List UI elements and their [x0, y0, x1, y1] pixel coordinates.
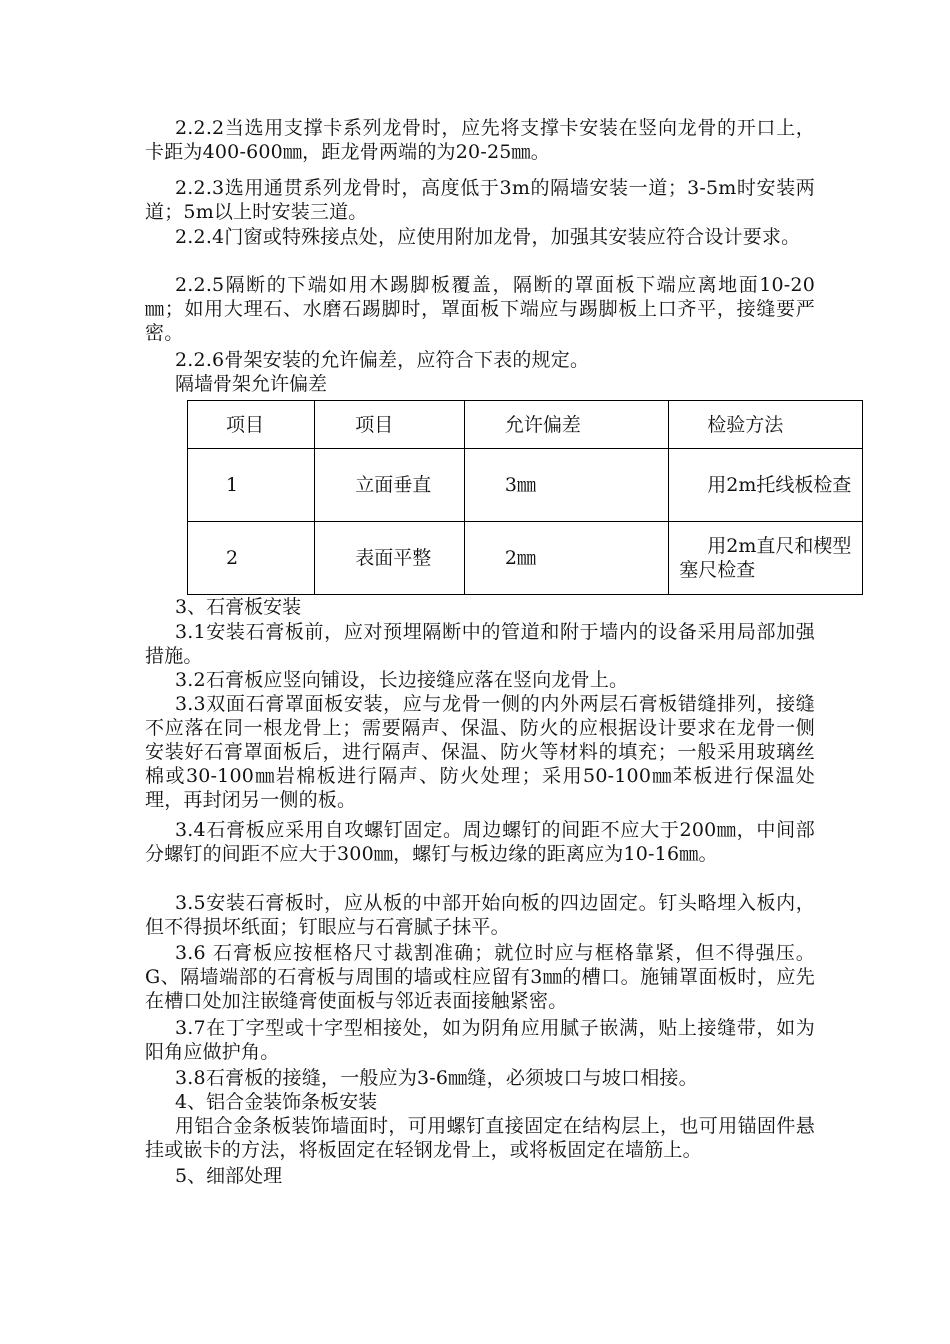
table-header-row [188, 401, 863, 449]
section-3-title: 3、石膏板安装 [175, 596, 302, 618]
table-row [188, 449, 863, 522]
header-cell: 项目 [315, 401, 465, 449]
table-cell: 2 [188, 522, 315, 595]
table-cell: 表面平整 [315, 522, 465, 595]
table-cell: 1 [188, 449, 315, 522]
header-cell: 项目 [188, 401, 315, 449]
paragraph-3-4: 3.4石膏板应采用自攻螺钉固定。周边螺钉的间距不应大于200㎜，中间部分螺钉的间距不应大于300㎜，螺钉与板边缘的距离应为10-16㎜。 [145, 819, 815, 865]
paragraph-2-2-5: 2.2.5隔断的下端如用木踢脚板覆盖，隔断的罩面板下端应离地面10-20㎜；如用大理石、水磨石踢脚时，罩面板下端应与踢脚板上口齐平，接缝要严密。 [145, 274, 815, 344]
table-row [188, 522, 863, 595]
paragraph-3-5: 3.5安装石膏板时，应从板的中部开始向板的四边固定。钉头略埋入板内，但不得损坏纸面；钉眼应与石膏腻子抹平。 [145, 892, 815, 938]
section-5-title: 5、细部处理 [175, 1165, 283, 1187]
table-cell: 用2m直尺和楔型塞尺检查 [669, 522, 863, 595]
paragraph-3-6: 3.6 石膏板应按框格尺寸裁割准确；就位时应与框格靠紧，但不得强压。G、隔墙端部的石膏板与周围的墙或柱应留有3㎜的槽口。施铺罩面板时，应先在槽口处加注嵌缝膏使面板与邻近表面接触紧密。 [145, 942, 815, 1012]
table-cell: 2㎜ [464, 522, 668, 595]
paragraph-3-1: 3.1安装石膏板前，应对预埋隔断中的管道和附于墙内的设备采用局部加强措施。 [145, 621, 815, 667]
table-cell: 立面垂直 [315, 449, 465, 522]
paragraph-3-7: 3.7在丁字型或十字型相接处，如为阴角应用腻子嵌满，贴上接缝带，如为阳角应做护角。 [145, 1017, 815, 1063]
header-cell: 检验方法 [669, 401, 863, 449]
deviation-table [187, 400, 863, 595]
table-caption: 隔墙骨架允许偏差 [175, 373, 328, 395]
paragraph-3-3: 3.3双面石膏罩面板安装，应与龙骨一侧的内外两层石膏板错缝排列，接缝不应落在同一根龙骨上；需要隔声、保温、防火的应根据设计要求在龙骨一侧安装好石膏罩面板后，进行隔声、保温、防火等材料的填充；一般采用玻璃丝棉或30-100㎜岩棉板进行隔声、防火处理；采用50-100㎜苯板进行保温处理，再封闭另一侧的板。 [145, 693, 815, 811]
paragraph-2-2-4: 2.2.4门窗或特殊接点处，应使用附加龙骨，加强其安装应符合设计要求。 [175, 226, 801, 248]
paragraph-2-2-2: 2.2.2当选用支撑卡系列龙骨时，应先将支撑卡安装在竖向龙骨的开口上，卡距为400-600㎜，距龙骨两端的为20-25㎜。 [145, 117, 815, 163]
paragraph-2-2-6: 2.2.6骨架安装的允许偏差，应符合下表的规定。 [175, 349, 590, 371]
paragraph-2-2-3: 2.2.3选用通贯系列龙骨时，高度低于3m的隔墙安装一道；3-5m时安装两道；5m以上时安装三道。 [145, 177, 815, 223]
header-cell: 允许偏差 [464, 401, 668, 449]
paragraph-4: 用铝合金条板装饰墙面时，可用螺钉直接固定在结构层上，也可用锚固件悬挂或嵌卡的方法，将板固定在轻钢龙骨上，或将板固定在墙筋上。 [145, 1115, 815, 1161]
paragraph-3-8: 3.8石膏板的接缝，一般应为3-6㎜缝，必须坡口与坡口相接。 [175, 1067, 698, 1089]
section-4-title: 4、铝合金装饰条板安装 [175, 1091, 378, 1113]
paragraph-3-2: 3.2石膏板应竖向铺设，长边接缝应落在竖向龙骨上。 [175, 669, 629, 691]
table-cell: 用2m托线板检查 [669, 449, 863, 522]
table-cell: 3㎜ [464, 449, 668, 522]
